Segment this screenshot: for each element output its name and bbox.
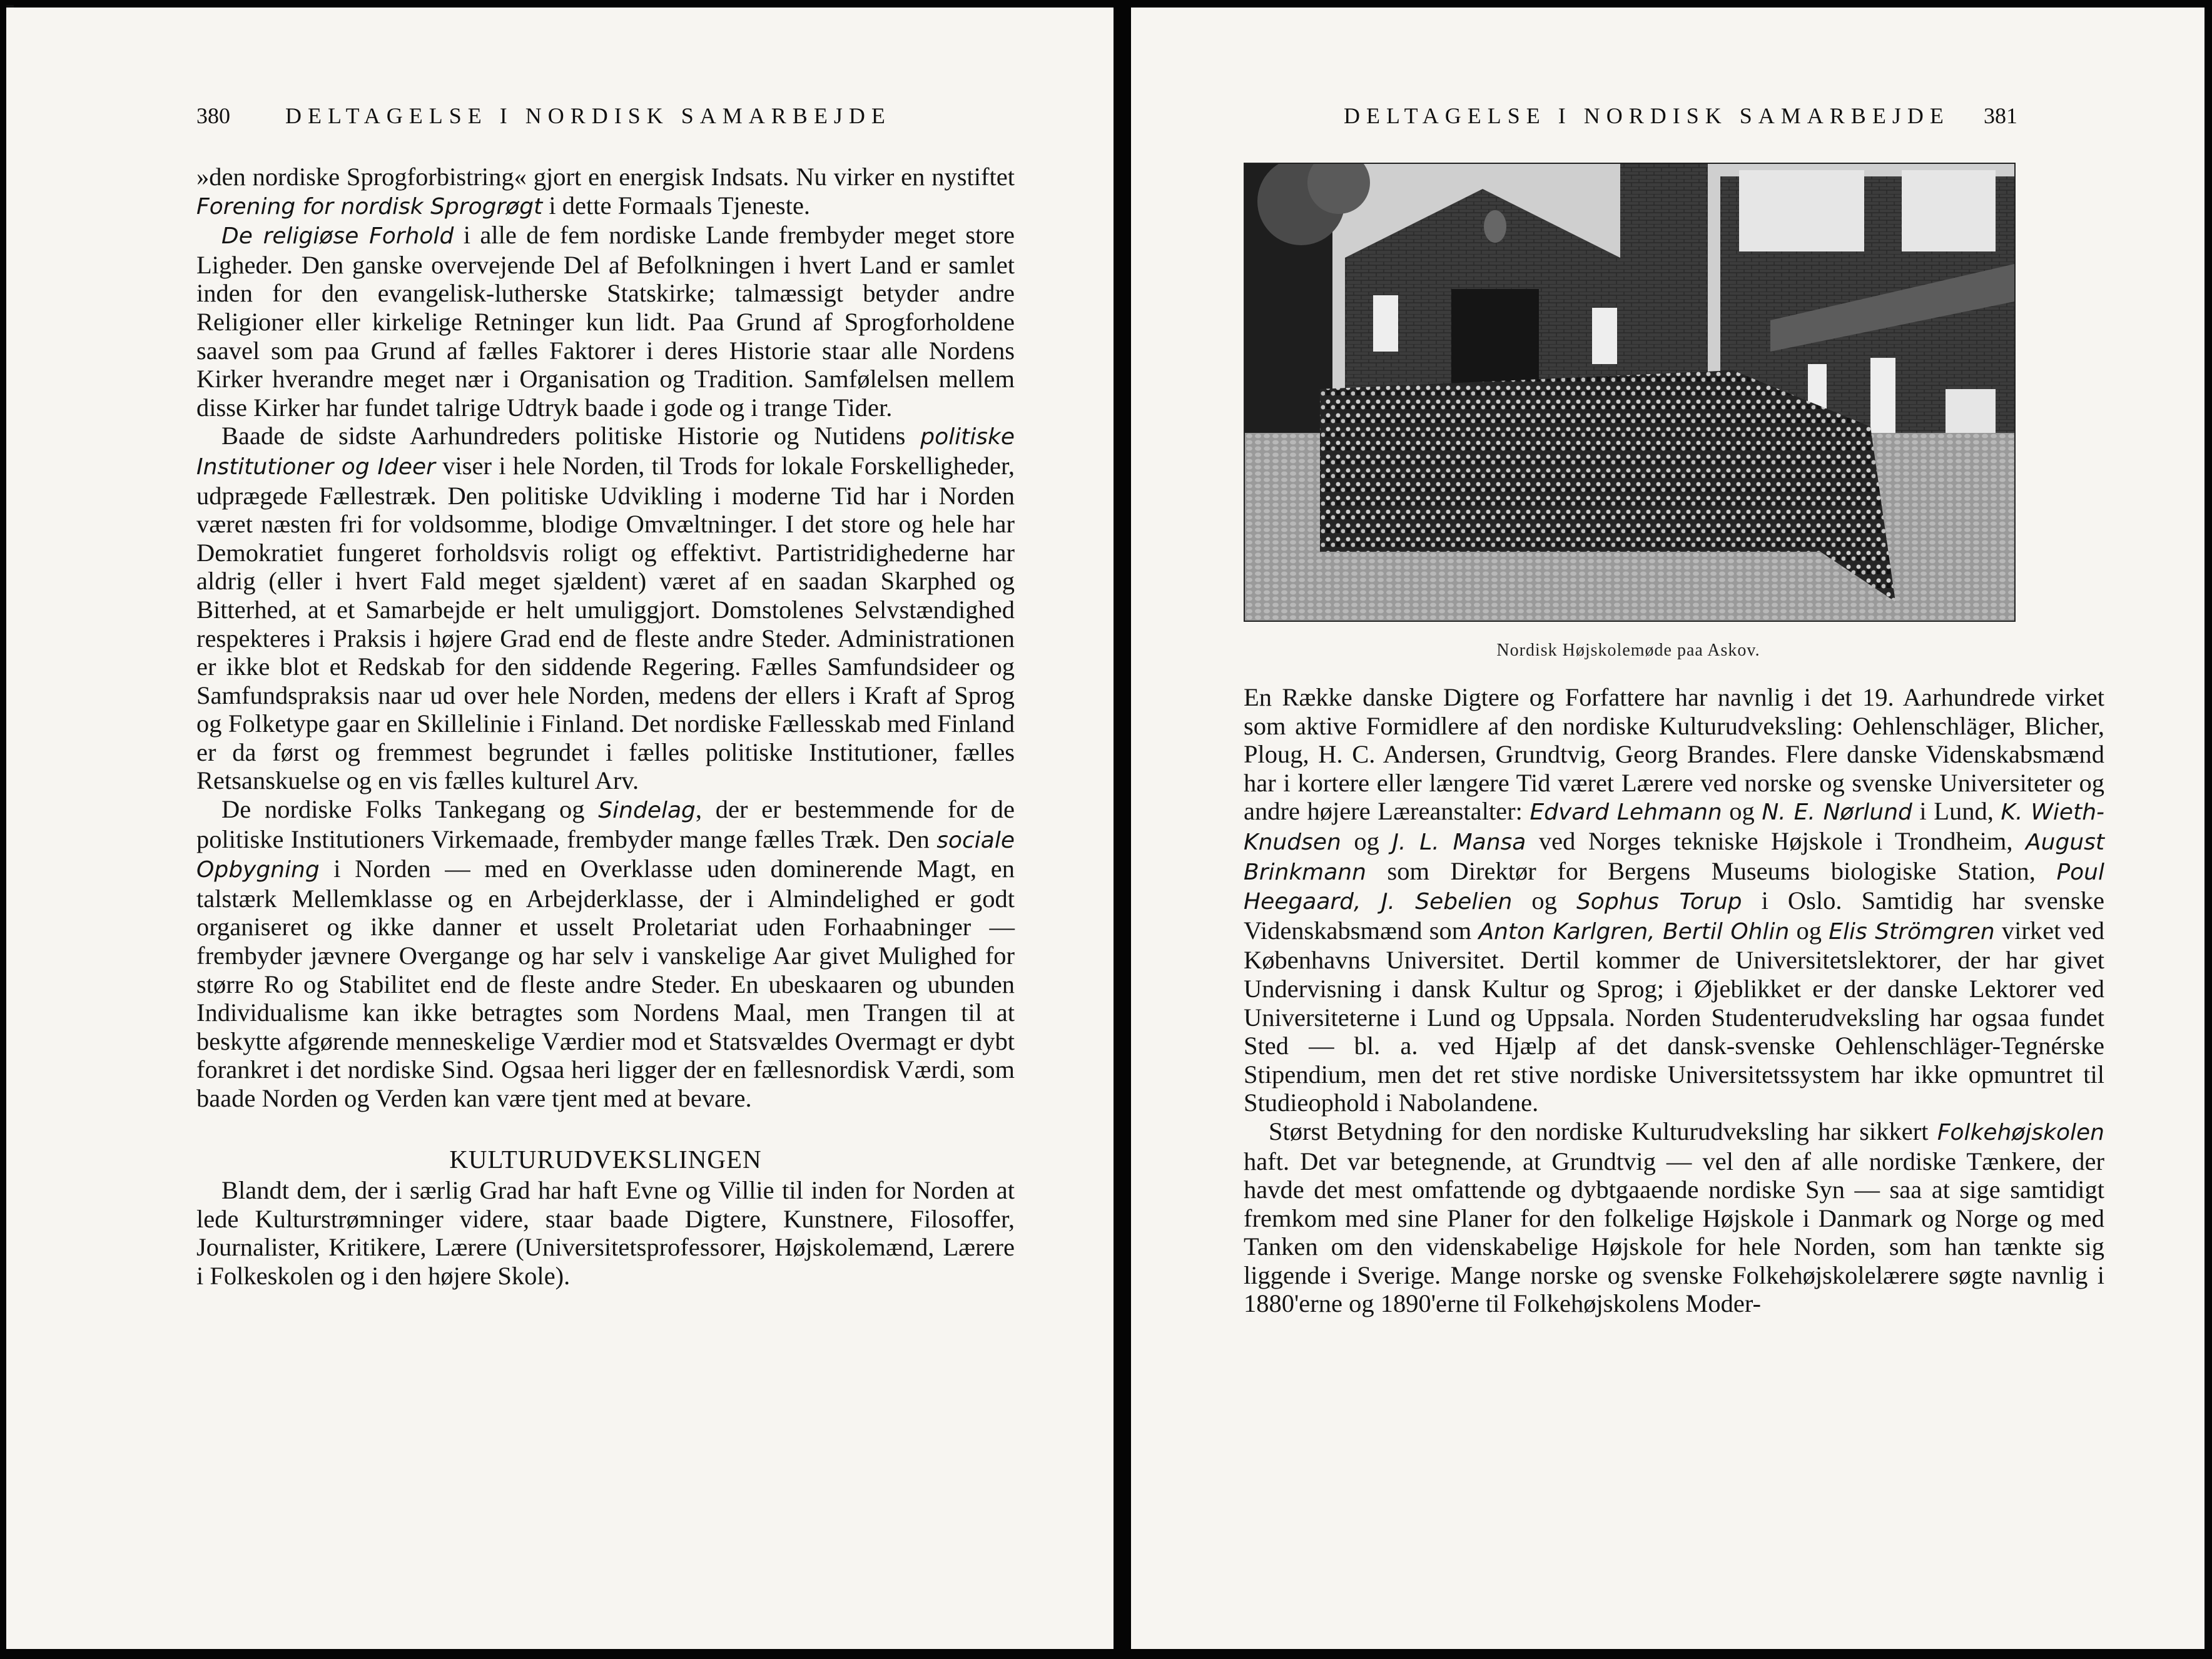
- italic-run: Sindelag: [598, 798, 696, 824]
- italic-run: Forening for nordisk Sprogrøgt: [196, 193, 543, 220]
- paragraph: [196, 1176, 1015, 1290]
- text-run: En Række danske Digtere og Forfattere har navnlig i det 19. Aarhundrede virket som aktive Formidlere af den nordiske Kulturudveksling: Oehlenschläger, Blicher, Ploug, H. C. Andersen, Grundtvig, Georg Brandes. Flere danske Videnskabsmænd har i kortere eller længere Tid været Lærere ved norske og svenske Universiteter og andre højere Læreanstalter:: [1244, 683, 2104, 826]
- photo-caption: Nordisk Højskolemøde paa Askov.: [1496, 641, 1760, 660]
- text-run: Baade de sidste Aarhundreders politiske Historie og Nutidens: [221, 422, 921, 450]
- text-run: Blandt dem, der i særlig Grad har haft Evne og Villie til inden for Norden at lede Kulturstrømninger videre, staar baade Digtere, Kunstnere, Filosoffer, Journalister, Kritikere, Lærere (Universitetsprofessorer, Højskolemænd, Lærere i Folkeskolen og i den højere Skole).: [196, 1176, 1015, 1290]
- text-run: i Oslo. Samtidig har svenske Videnskabsmænd som: [1244, 886, 2104, 945]
- photo-illustration: [1245, 164, 2014, 621]
- section-heading: KULTURUDVEKSLINGEN: [449, 1144, 762, 1174]
- text-run: og: [1722, 797, 1762, 826]
- text-run: i Norden — med en Overklasse uden dominerende Magt, en talstærk Mellemklasse og en Arbejderklasse, der i Almindelighed er godt organiseret og ikke danner et usselt Proletariat uden Forhaabninger — frembyder jævnere Overgange og har selv i vanskelige Aar givet Mulighed for større Ro og Stabilitet end de fleste andre Steder. En ubeskaaren og ubunden Individualisme kan ikke betragtes som Nordens Maal, men Trangen til at beskytte afgørende menneskelige Værdier mod et Statsvældes Overmagt er dybt forankret i det nordiske Sind. Ogsaa heri ligger der en fællesnordisk Værdi, som baade Norden og Verden kan være tjent med at bevare.: [196, 855, 1015, 1112]
- left-running-title: DELTAGELSE I NORDISK SAMARBEJDE: [285, 103, 891, 128]
- text-run: haft. Det var betegnende, at Grundtvig — vel den af alle nordiske Tænkere, der havde det mest omfattende og dybtgaaende nordiske Syn — saa at sige samtidigt fremkom med sine Planer for den folkelige Højskole i Danmark og Norge og med Tanken om den videnskabelige Højskole for hele Norden, som han tænkte sig liggende i Sverige. Mange norske og svenske Folkehøjskolelærere søgte navnlig i 1880'erne og 1890'erne til Folkehøjskolens Moder-: [1244, 1147, 2104, 1318]
- italic-run: August Brinkmann: [1244, 829, 2105, 885]
- italic-run: sociale Opbygning: [196, 827, 1015, 883]
- italic-run: Poul Heegaard, J. Sebelien: [1244, 859, 2104, 915]
- text-run: viser i hele Norden, til Trods for lokale Forskelligheder, udprægede Fællestræk. Den politiske Udvikling i moderne Tid har i Norden været næsten fri for voldsomme, blodige Omvæltninger. I det store og hele har Demokratiet fungeret forholdsvis roligt og effektivt. Partistridighederne har aldrig (eller i hvert Fald meget sjældent) været af en saadan Skarphed og Bitterhed, at et Samarbejde er helt umuliggjort. Domstolenes Selvstændighed respekteres i Praksis i højere Grad end de fleste andre Steder. Administrationen er ikke blot et Redskab for den siddende Regering. Fælles Samfundsideer og Samfundspraksis naar ud over hele Norden, medens der ellers i Kraft af Sprog og Folketype gaar en Skillelinie i Finland. Det nordiske Fællesskab med Finland er da først og fremmest begrundet i fælles politiske Institutioner, fælles Retsanskuelse og en vis fælles kulturel Arv.: [196, 451, 1015, 795]
- text-run: og: [1789, 916, 1829, 945]
- text-run: i alle de fem nordiske Lande frembyder meget store Ligheder. Den ganske overvejende Del af Befolkningen i hvert Land er samlet inden for den evangelisk-lutherske Statskirke; talmæssigt betyder andre Religioner eller kirkelige Retninger kun lidt. Paa Grund af Sprogforholdene saavel som paa Grund af fælles Faktorer i deres Historie staar alle Nordens Kirker hverandre meget nær i Organisation og Tradition. Samfølelsen mellem disse Kirker har fundet talrige Udtryk baade i gode og i trange Tider.: [196, 221, 1015, 422]
- right-page: [1131, 8, 2204, 1649]
- italic-run: Folkehøjskolen: [1937, 1119, 2104, 1145]
- paragraph: [196, 221, 1015, 422]
- text-run: ved Norges tekniske Højskole i Trondheim,: [1526, 826, 2026, 855]
- right-page-number: 381: [1984, 103, 2017, 128]
- text-run: og: [1512, 886, 1576, 915]
- left-page-number: 380: [196, 103, 230, 128]
- left-page: [6, 8, 1114, 1649]
- italic-run: Elis Strömgren: [1829, 918, 1995, 945]
- paragraph: [1244, 683, 2104, 1117]
- right-body-text: [1244, 683, 2104, 1318]
- paragraph: [196, 795, 1015, 1113]
- text-run: De nordiske Folks Tankegang og: [221, 795, 599, 824]
- paragraph: [1244, 1117, 2104, 1318]
- text-run: virket ved Københavns Universitet. Dertil kommer de Universitetslektorer, der har givet Undervisning i dansk Kultur og Sprog; i Øjeblikket er der danske Lektorer ved Universiteterne i Lund og Uppsala. Norden Studenterudveksling har ogsaa fundet Sted — bl. a. ved Hjælp af det dansk-svenske Oehlenschläger-Tegnérske Stipendium, men det ret stive nordiske Universitetssystem har ikke opmuntret til Studieophold i Nabolandene.: [1244, 916, 2104, 1117]
- italic-run: politiske Institutioner og Ideer: [196, 424, 1015, 480]
- italic-run: De religiøse Forhold: [221, 223, 454, 250]
- italic-run: J. L. Mansa: [1392, 829, 1526, 855]
- italic-run: K. Wieth-Knudsen: [1244, 799, 2104, 855]
- italic-run: N. E. Nørlund: [1762, 799, 1912, 826]
- paragraph: [196, 422, 1015, 795]
- text-run: i Lund,: [1912, 797, 2001, 826]
- italic-run: Anton Karlgren, Bertil Ohlin: [1478, 918, 1790, 945]
- text-run: »den nordiske Sprogforbistring« gjort en energisk Indsats. Nu virker en nystiftet: [196, 163, 1015, 191]
- text-run: i dette Formaals Tjeneste.: [542, 191, 811, 220]
- paragraph: [196, 163, 1015, 221]
- text-run: som Direktør for Bergens Museums biologiske Station,: [1366, 856, 2057, 885]
- italic-run: Edvard Lehmann: [1530, 799, 1722, 826]
- italic-run: Sophus Torup: [1576, 889, 1742, 915]
- left-body-text: [196, 163, 1015, 1291]
- text-run: og: [1341, 826, 1393, 855]
- photo-askov-meeting: [1244, 163, 2016, 622]
- text-run: Størst Betydning for den nordiske Kulturudveksling har sikkert: [1269, 1117, 1937, 1145]
- right-running-title: DELTAGELSE I NORDISK SAMARBEJDE: [1344, 103, 1950, 128]
- text-run: , der er bestemmende for de politiske Institutioners Virkemaade, frembyder mange fælles Træk. Den: [196, 795, 1015, 853]
